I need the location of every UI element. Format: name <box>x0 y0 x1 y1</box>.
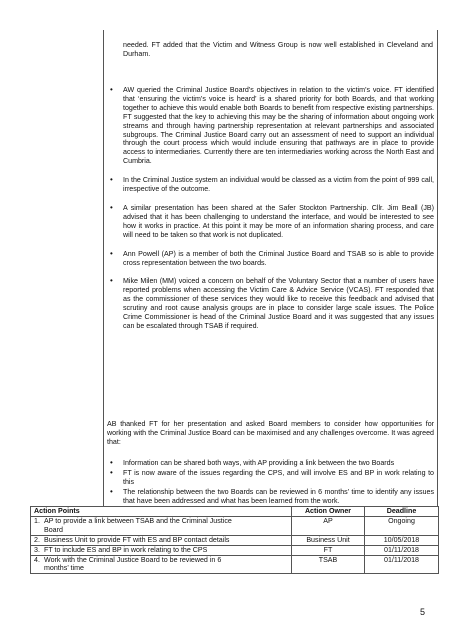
bullet-safer-stockton: • A similar presentation has been shared at the Safer Stockton Partnership. Cllr. Jim Beall (JB) advised that it has been challenging to understand the interface, and would be interested to see how it works in practice. At this point it may be more of an information sharing process, and care will need to be taken so that work is not duplicated. <box>107 204 434 240</box>
action-owner-cell: Business Unit <box>292 535 365 545</box>
intro-paragraph: needed. FT added that the Victim and Witness Group is now well established in Cleveland and Durham. <box>123 41 433 58</box>
header-action-points: Action Points <box>31 507 292 517</box>
action-text: Business Unit to provide FT with ES and BP contact details <box>44 535 230 544</box>
action-text-continued: Board <box>44 525 63 534</box>
action-number: 3. <box>34 545 40 554</box>
agreed-item-cps: • FT is now aware of the issues regarding the CPS, and will involve ES and BP in work relating to this <box>107 469 434 487</box>
agreed-item-review: • The relationship between the two Boards can be reviewed in 6 months’ time to identify any issues that have been addressed and what has been learned from the work. <box>107 488 434 506</box>
discussion-bullets <box>107 86 434 341</box>
bullet-cross-representation: • Ann Powell (AP) is a member of both the Criminal Justice Board and TSAB so is able to provide cross representation between the two boards. <box>107 250 434 268</box>
action-text: AP to provide a link between TSAB and the Criminal Justice <box>44 516 232 525</box>
table-row <box>31 555 439 574</box>
action-point-cell <box>31 516 292 535</box>
agreed-bullets <box>107 459 434 507</box>
action-text: Work with the Criminal Justice Board to be reviewed in 6 <box>44 555 222 564</box>
table-row <box>31 535 439 545</box>
header-deadline: Deadline <box>365 507 439 517</box>
action-points-table <box>30 506 439 574</box>
action-text-continued: months’ time <box>44 564 84 573</box>
action-point-cell <box>31 555 292 574</box>
action-owner-cell: TSAB <box>292 555 365 574</box>
action-number: 4. <box>34 555 40 564</box>
bullet-vcas-concern: • Mike Milen (MM) voiced a concern on behalf of the Voluntary Sector that a number of users have reported problems when accessing the Victim Care & Advice Service (VCAS). FT responded that as the commissioner of these services they would like to receive this feedback and advised that scrutiny and root cause analysis groups are in place to consider large scale issues. The Police Crime Commissioner is head of the Criminal Justice Board and it was suggested that any issues can be escalated through TSAB if required. <box>107 277 434 330</box>
action-number: 1. <box>34 516 40 525</box>
page-number: 5 <box>420 607 426 617</box>
action-number: 2. <box>34 535 40 544</box>
deadline-cell: Ongoing <box>365 516 439 535</box>
deadline-cell: 01/11/2018 <box>365 555 439 574</box>
deadline-cell: 10/05/2018 <box>365 535 439 545</box>
agreed-item-info-sharing: • Information can be shared both ways, with AP providing a link between the two Boards <box>107 459 434 468</box>
action-text: FT to include ES and BP in work relating to the CPS <box>44 545 208 554</box>
bullet-victims-voice: • AW queried the Criminal Justice Board’s objectives in relation to the victim’s voice. FT identified that ‘ensuring the victim’s voice is heard’ is a shared priority for both Boards, and that working together to achieve this would enable both Boards to benefit from respective existing partnerships. FT suggested that the key to achieving this may be the sharing of information about ongoing work streams and through having partnership representation at relevant partnerships and associated subgroups. The Criminal Justice Board carry out an assessment of need to support an individual through the court process which would include ensuring that pathways are in place to provide access to intermediaries. Currently there are ten intermediaries working across the North East and Cumbria. <box>107 86 434 166</box>
table-header-row <box>31 507 439 517</box>
thanks-paragraph: AB thanked FT for her presentation and asked Board members to consider how opportunities for working with the Criminal Justice Board can be maximised and any challenges overcome. It was agreed that: <box>107 420 434 446</box>
action-owner-cell: FT <box>292 545 365 555</box>
action-point-cell <box>31 545 292 555</box>
header-action-owner: Action Owner <box>292 507 365 517</box>
bullet-victim-classification: • In the Criminal Justice system an individual would be classed as a victim from the point of 999 call, irrespective of the outcome. <box>107 176 434 194</box>
action-point-cell <box>31 535 292 545</box>
table-row <box>31 516 439 535</box>
action-owner-cell: AP <box>292 516 365 535</box>
deadline-cell: 01/11/2018 <box>365 545 439 555</box>
table-row <box>31 545 439 555</box>
